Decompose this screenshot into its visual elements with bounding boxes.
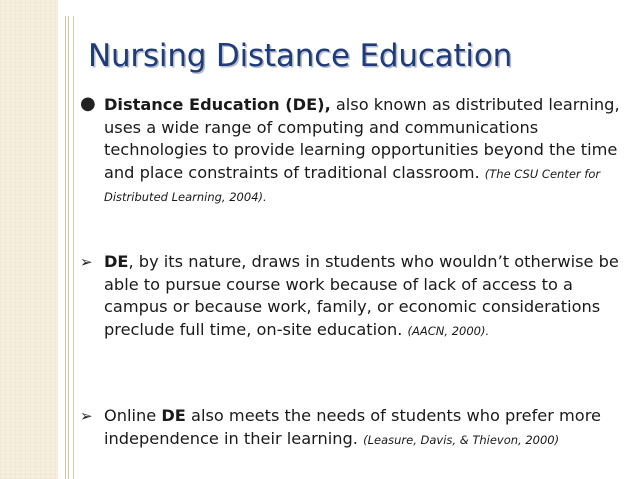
bullet-term: DE [161, 406, 186, 425]
bullet-text [104, 405, 620, 451]
bullet-distance-education [80, 94, 620, 209]
bullet-body: , by its nature, draws in students who wouldn’t otherwise be able to pursue course work because of lack of access to a campus or because work, family, or economic considerations preclude full time, on-site education. [104, 252, 619, 339]
bullet-prefix: Online [104, 406, 162, 425]
bullet-online-de [80, 405, 620, 451]
margin-single-rule [73, 16, 74, 479]
slide-title: Nursing Distance Education [88, 38, 513, 74]
margin-double-rule [65, 16, 69, 479]
bullet-citation: (AACN, 2000). [407, 323, 490, 338]
bullet-citation: (The CSU Center for Distributed Learning, 2004). [104, 166, 601, 204]
decorative-margin [0, 0, 58, 479]
bullet-de-nature [80, 251, 620, 342]
round-bullet-icon: ● [80, 93, 96, 114]
arrow-bullet-icon: ➢ [80, 253, 93, 271]
bullet-body: also known as distributed learning, uses a wide range of computing and communications technologies to provide learning opportunities beyond the time and place constraints of traditional classroom. [104, 95, 620, 182]
bullet-body: also meets the needs of students who prefer more independence in their learning. [104, 406, 601, 448]
bullet-text [104, 94, 620, 209]
bullet-text [104, 251, 620, 342]
arrow-bullet-icon: ➢ [80, 407, 93, 425]
bullet-term: Distance Education (DE), [104, 95, 331, 114]
bullet-citation: (Leasure, Davis, & Thievon, 2000) [363, 432, 560, 447]
bullet-term: DE [104, 252, 129, 271]
